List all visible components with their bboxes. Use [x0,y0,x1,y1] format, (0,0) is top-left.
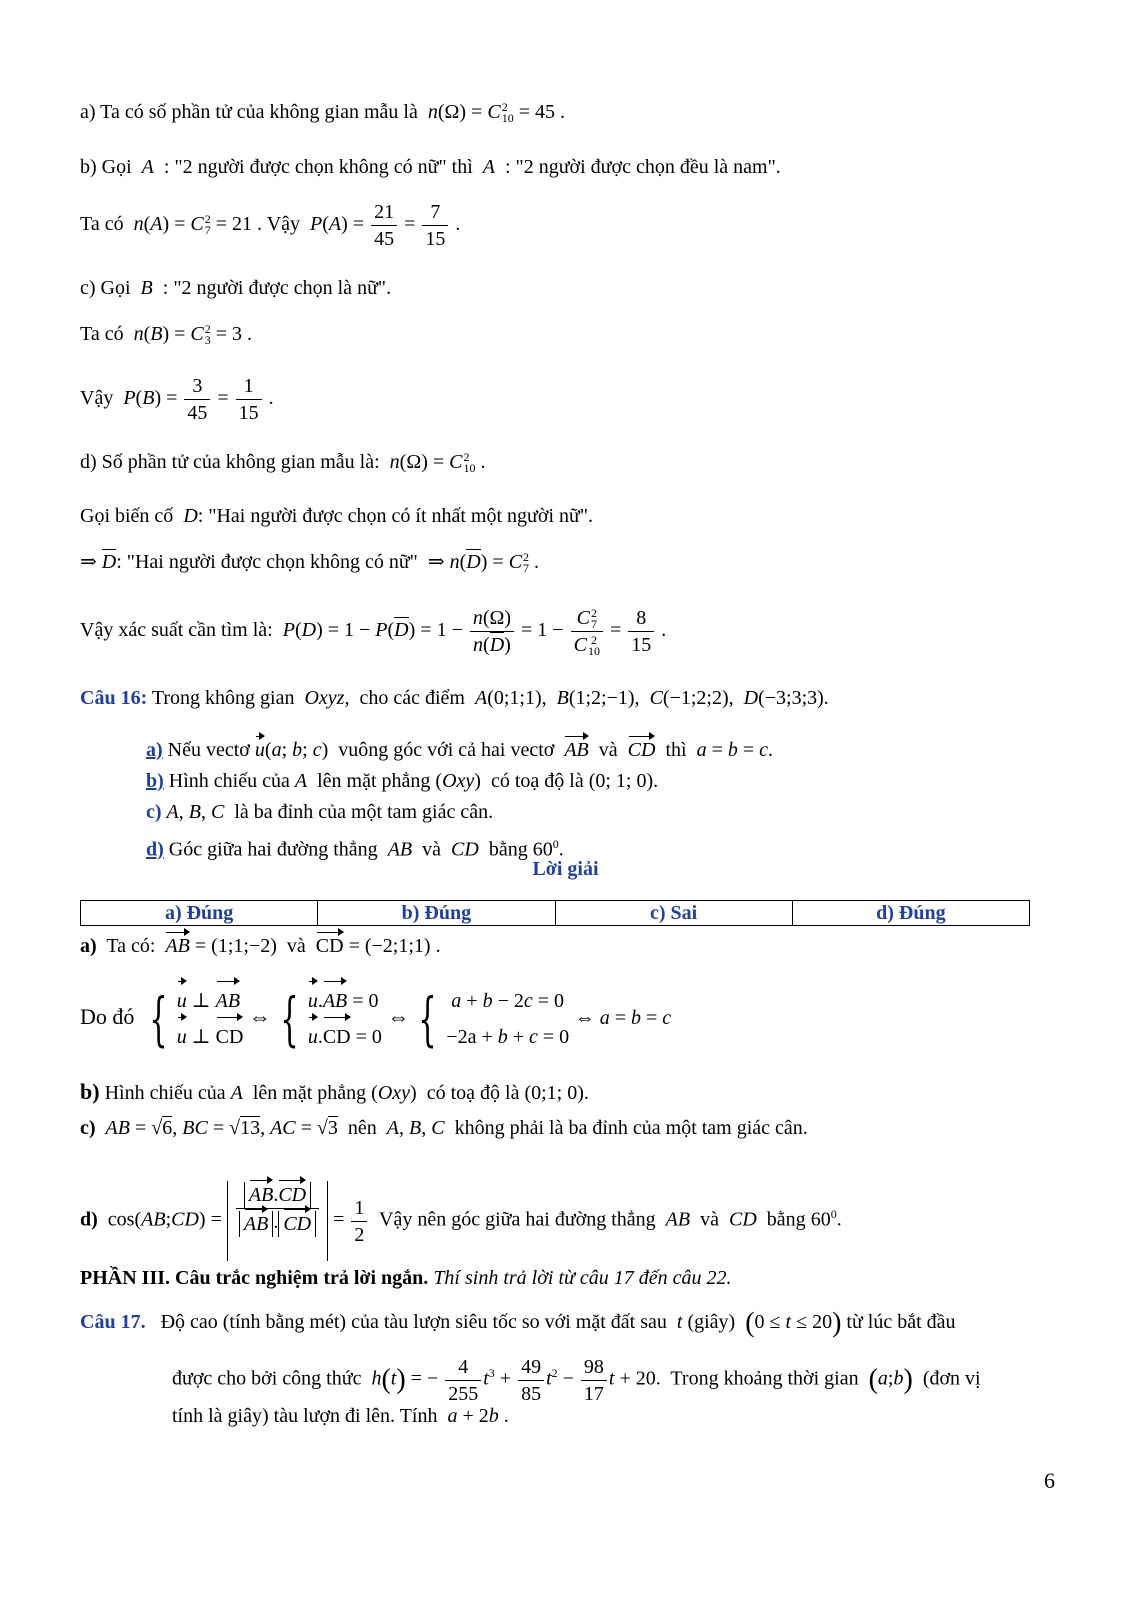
line-b-result: Ta có n(A) = C 2 7 = 21 . Vậy P(A) = $\frac{21}{45}$ = $\frac{7}{15}$ . [80,200,461,250]
line-c: c) Gọi B : "2 người được chọn là nữ". [80,277,392,299]
q17-line2: được cho bởi công thức h(t) = − $\frac{4}{255}$ $t^3$ + $\frac{49}{85}$ $t^2$ − $\frac{98}{17}$ t + 20. Trong khoảng thời gian (a;b) (đơn vị [172,1355,981,1405]
q16-option-a: a) Nếu vectơ u(a; b; c) vuông góc với cả hai vectơ AB và CD thì a = b = c. [146,739,774,761]
answer-cell: d) Đúng [792,901,1029,926]
q16-stem: Câu 16: Trong không gian Oxyz, cho các điểm A(0;1;1), B(1;2;−1), C(−1;2;2), D(−3;3;3). [80,687,829,709]
line-d: d) Số phần tử của không gian mẫu là: n(Ω) = C 2 10 . [80,450,486,476]
line-a: a) Ta có số phần tử của không gian mẫu là n(Ω) = C 2 10 = 45 . [80,100,565,126]
sol-c: c) AB = √6, BC = √13, AC = √3 nên A, B, C không phải là ba đỉnh của một tam giác cân. [80,1117,808,1139]
q16-option-d: d) Góc giữa hai đường thẳng AB và CD bằng $60^0$. [146,837,564,861]
line-d-complement: ⇒ D: "Hai người được chọn không có nữ" ⇒ n(D) = C 2 7 . [80,550,540,576]
answer-cell: c) Sai [555,901,792,926]
q17-line1: Câu 17. Độ cao (tính bằng mét) của tàu lượn siêu tốc so với mặt đất sau t (giây) (0 ≤ t ≤ 20) từ lúc bắt đầu [80,1307,956,1339]
page-number: 6 [1044,1468,1055,1493]
line-d-event: Gọi biến cố D: "Hai người được chọn có ít nhất một người nữ". [80,505,594,527]
answer-cell: a) Đúng [81,901,318,926]
sol-a-system: Do đó { u ⊥ AB u ⊥ CD ⇔ { u.AB = 0 u.CD = 0 ⇔ { a + b − 2c = 0 −2a + b + c = 0 ⇔ a = b = c [80,984,672,1053]
solution-title: Lời giải [532,858,599,880]
answer-cell: b) Đúng [318,901,555,926]
sol-a: a) Ta có: AB = (1;1;−2) và CD = (−2;1;1) . [80,935,441,957]
q16-option-c: c) A, B, C là ba đỉnh của một tam giác cân. [146,801,494,823]
part3-heading: PHẦN III. Câu trắc nghiệm trả lời ngắn. Thí sinh trả lời từ câu 17 đến câu 22. [80,1267,732,1289]
line-b: b) Gọi A : "2 người được chọn không có nữ" thì A : "2 người được chọn đều là nam". [80,156,781,178]
line-c-count: Ta có n(B) = C 2 3 = 3 . [80,322,253,348]
q16-option-b: b) Hình chiếu của A lên mặt phẳng (Oxy) có toạ độ là (0; 1; 0). [146,770,659,792]
line-c-result: Vậy P(B) = $\frac{3}{45}$ = $\frac{1}{15}$ . [80,374,274,424]
q17-line3: tính là giây) tàu lượn đi lên. Tính a + 2b . [172,1405,509,1427]
answer-table [80,900,1030,926]
sol-b: b) Hình chiếu của A lên mặt phẳng (Oxy) có toạ độ là (0;1; 0). [80,1079,589,1104]
line-d-result: Vậy xác suất cần tìm là: P(D) = 1 − P(D) = 1 − $\frac{n(\Omega)}{n(D)}$ = 1 − C 2 7 C 2 10 = $\frac{8}{15}$ . [80,606,667,659]
sol-d: d) cos(AB;CD) = $\frac{AB.CD}{AB . CD}$ = $\frac{1}{2}$ Vậy nên góc giữa hai đường thẳng AB và CD bằng $60^0$. [80,1172,842,1258]
